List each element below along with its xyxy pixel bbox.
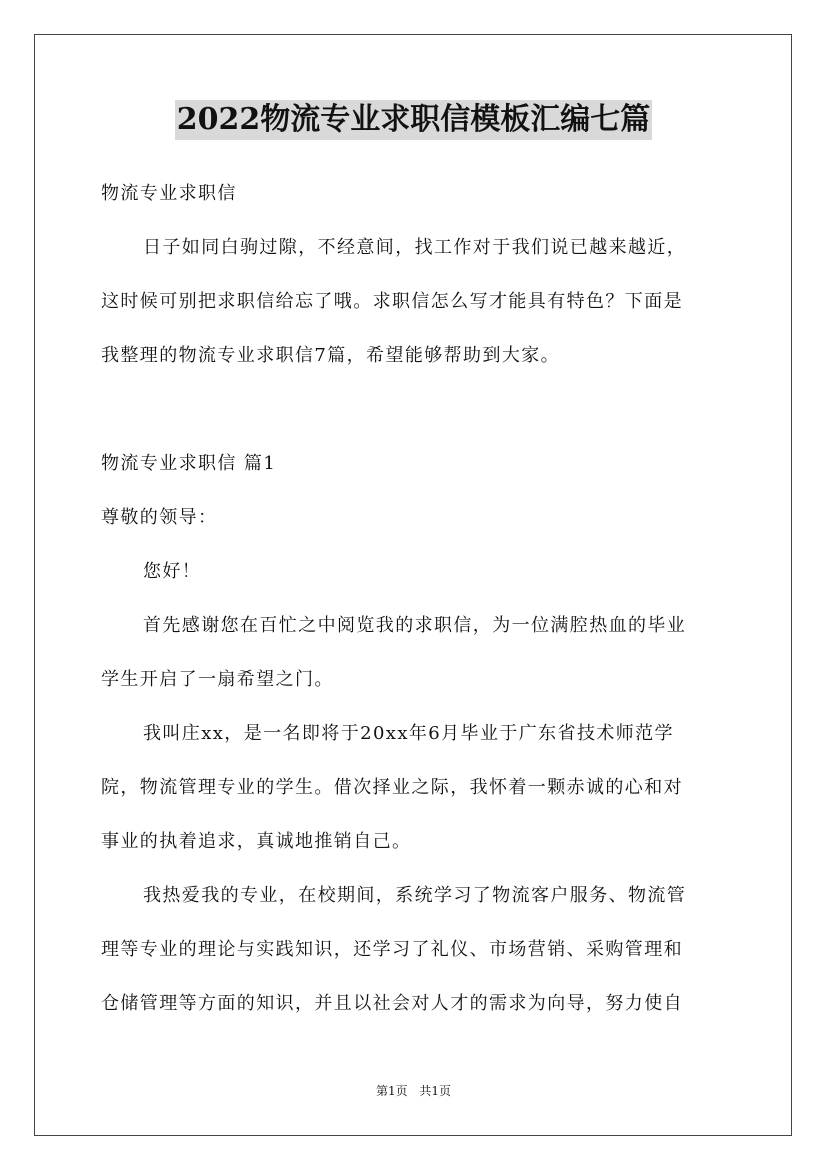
paragraph-line: 院，物流管理专业的学生。借次择业之际，我怀着一颗赤诚的心和对 bbox=[101, 777, 683, 798]
paragraph-line: 这时候可别把求职信给忘了哦。求职信怎么写才能具有特色？下面是 bbox=[101, 291, 683, 312]
paragraph-line: 首先感谢您在百忙之中阅览我的求职信，为一位满腔热血的毕业 bbox=[143, 615, 687, 636]
paragraph-line: 我整理的物流专业求职信7篇，希望能够帮助到大家。 bbox=[101, 345, 561, 366]
paragraph-line: 我叫庄xx，是一名即将于20xx年6月毕业于广东省技术师范学 bbox=[143, 723, 674, 744]
paragraph-line: 仓储管理等方面的知识，并且以社会对人才的需求为向导，努力使自 bbox=[101, 993, 683, 1014]
page-footer bbox=[0, 1082, 827, 1099]
blank-line bbox=[101, 388, 729, 442]
page-number-current: 第1页 bbox=[375, 1084, 408, 1098]
greeting: 您好！ bbox=[143, 561, 202, 582]
document-body bbox=[101, 172, 729, 1036]
title-container bbox=[0, 100, 827, 140]
paragraph-line: 我热爱我的专业，在校期间，系统学习了物流客户服务、物流管 bbox=[143, 885, 687, 906]
paragraph-line: 日子如同白驹过隙，不经意间，找工作对于我们说已越来越近， bbox=[143, 237, 687, 258]
paragraph-line: 理等专业的理论与实践知识，还学习了礼仪、市场营销、采购管理和 bbox=[101, 939, 683, 960]
paragraph-line: 事业的执着追求，真诚地推销自己。 bbox=[101, 831, 412, 852]
paragraph-line: 学生开启了一扇希望之门。 bbox=[101, 669, 334, 690]
section-heading: 物流专业求职信 bbox=[101, 183, 237, 204]
salutation: 尊敬的领导： bbox=[101, 507, 218, 528]
page-number-total: 共1页 bbox=[419, 1084, 452, 1098]
section-heading: 物流专业求职信 篇1 bbox=[101, 453, 277, 474]
document-title: 2022物流专业求职信模板汇编七篇 bbox=[175, 100, 653, 140]
